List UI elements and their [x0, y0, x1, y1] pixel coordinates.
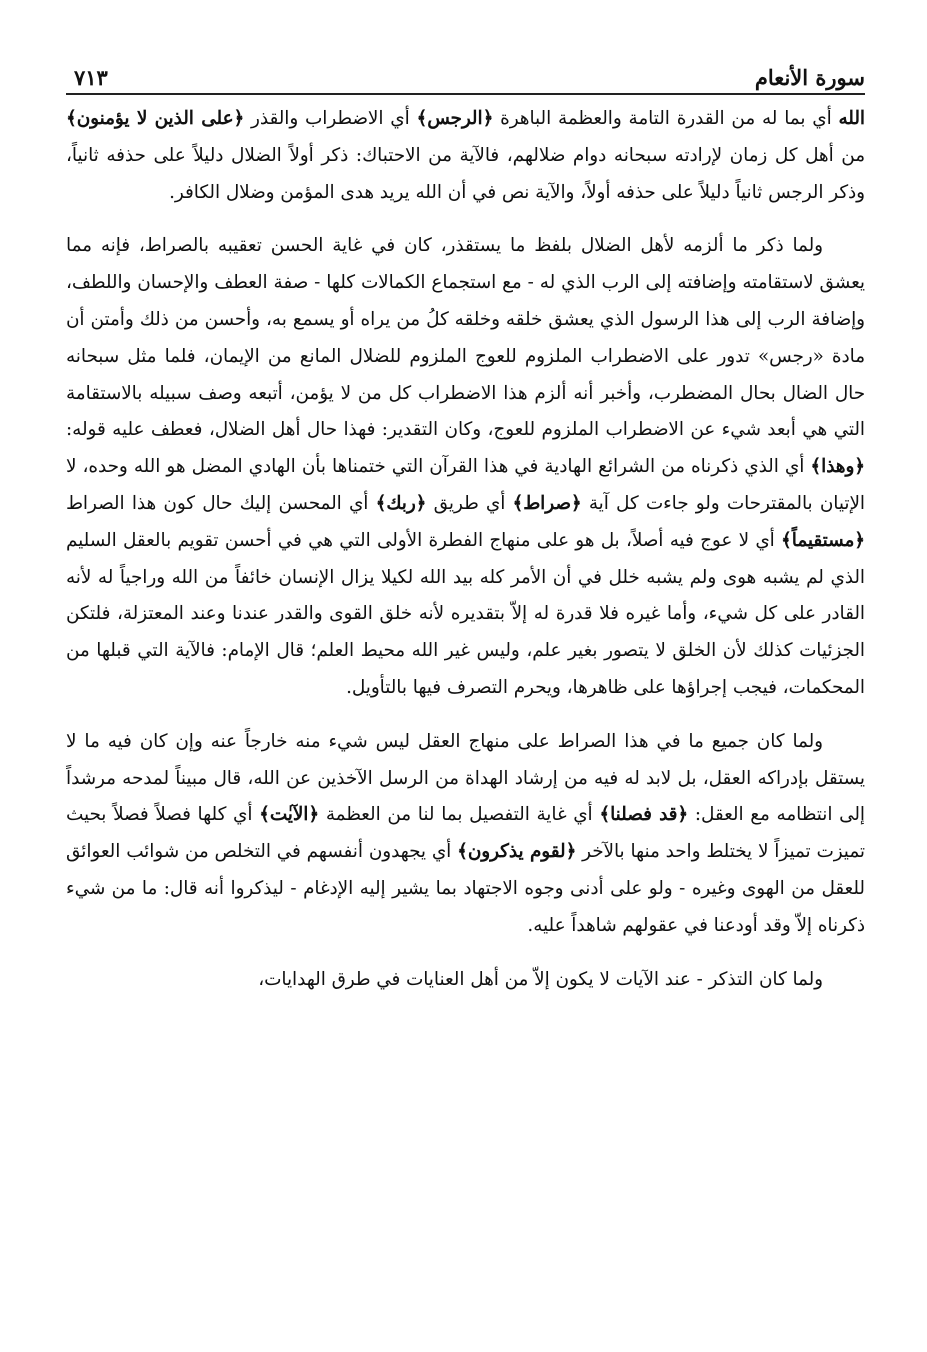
text-span: أي الذي ذكرناه من الشرائع الهادية في هذا القرآن التي ختمناها بأن الهادي المضل هو الله وحده، لا الإتيان بالمقترحات ولو جاءت كل آية: [66, 456, 865, 514]
header-divider: [66, 93, 865, 95]
quran-phrase: ﴿مستقيماً﴾: [781, 529, 865, 551]
text-span: ولما ذكر ما ألزمه لأهل الضلال بلفظ ما يستقذر، كان في غاية الحسن تعقيبه بالصراط، فإنه مما يعشق لاستقامته وإضافته إلى الرب الذي له - مع استجماع الكمالات كلها - صفة العطف والإحسان واللطف، وإضافة الرب إلى هذا الرسول الذي يعشق خلقه وخلقه كلُ من يراه أو يسمع به، وأحسن من ذلك وأمتن أن مادة «رجس» تدور على الاضطراب الملزوم للعوج الملزوم للضلال المانع من الإيمان، فلما مثل سبحانه حال الضال بحال المضطرب، وأخبر أنه ألزم هذا الاضطراب كل من لا يؤمن، أتبعه وصف سبيله بالاستقامة التي هي أبعد شيء عن الاضطراب الملزوم للعوج، وكان التقدير: فهذا حال أهل الضلال، فعطف عليه قوله:: [66, 235, 865, 441]
text-span: أي المحسن إليك حال كون هذا الصراط: [66, 492, 376, 514]
quran-phrase: ﴿على الذين لا يؤمنون﴾: [66, 108, 245, 129]
quran-phrase: ﴿ربك﴾: [375, 492, 427, 514]
paragraph-3: [66, 724, 865, 945]
text-span: ولما كان جميع ما في هذا الصراط على منهاج العقل ليس شيء منه خارجاً عنه وإن كان فيه ما لا يستقل بإدراكه العقل، بل لابد له فيه من إرشاد الهداة من الرسل الآخذين عن الله، قال مبيناً لمدحه مرشداً إلى انتظامه مع العقل:: [66, 730, 866, 826]
text-span: أي لا عوج فيه أصلاً، بل هو على منهاج الفطرة الأولى التي هي في أحسن تقويم بالعقل السليم الذي لم يشبه هوى ولم يشبه خلل في أن الأمر كله بيد الله لكيلا يزال الإنسان خائفاً من الله وراجياً له لأنه القادر على كل شيء، وأما غيره فلا قدرة له إلاّ بتقديره لأنه خلق القوى والقدر عندنا وعند المعتزلة، فلتكن الجزئيات كذلك لأن الخلق لا يتصور بغير علم، وليس غير الله محيط العلم؛ قال الإمام: فالآية التي قبلها من المحكمات، فيجب إجراؤها على ظاهرها، ويحرم التصرف فيها بالتأويل.: [66, 529, 865, 698]
text-span: أي يجهدون أنفسهم في التخلص من شوائب العوائق للعقل من الهوى وغيره - ولو على أدنى وجوه الاجتهاد بما يشير إليه الإدغام - ليذكروا أنه قال: ما من شيء ذكرناه إلاّ وقد أودعنا في عقولهم شاهداً عليه.: [66, 841, 865, 936]
quran-phrase: ﴿صراط﴾: [512, 492, 582, 514]
paragraph-4: [66, 962, 865, 999]
paragraph-2: [66, 228, 865, 706]
quran-phrase: ﴿لقوم يذكرون﴾: [457, 841, 577, 863]
paragraph-1: [66, 101, 865, 211]
page-number: ٧١٣: [74, 65, 108, 90]
quran-phrase: الله: [838, 108, 866, 129]
text-span: من أهل كل زمان لإرادته سبحانه دوام ضلالهم، فالآية من الاحتباك: ذكر أولاً الضلال دليلاً على حذفه ثانياً، وذكر الرجس ثانياً دليلاً على حذفه أولاً، والآية نص في أن الله يريد هدى المؤمن وضلال الكافر.: [66, 144, 865, 203]
text-span: ولما كان التذكر - عند الآيات لا يكون إلاّ من أهل العنايات في طرق الهدايات،: [258, 968, 823, 990]
text-span: أي الاضطراب والقذر: [244, 108, 417, 129]
quran-phrase: ﴿الآيٰت﴾: [259, 804, 320, 826]
text-span: أي بما له من القدرة التامة والعظمة الباهرة: [493, 108, 839, 129]
quran-phrase: ﴿قد فصلنا﴾: [599, 804, 689, 826]
text-span: أي غاية التفصيل بما لنا من العظمة: [319, 804, 600, 826]
text-span: أي كلها فصلاً فصلاً بحيث تميزت تميزاً لا يختلط واحد منها بالآخر: [66, 804, 865, 863]
quran-phrase: ﴿الرجس﴾: [416, 108, 494, 129]
surah-title: سورة الأنعام: [754, 65, 865, 90]
text-span: أي طريق: [426, 492, 513, 514]
page-header: [74, 58, 865, 90]
page-body: [66, 101, 865, 998]
quran-phrase: ﴿وهذا﴾: [810, 456, 865, 478]
